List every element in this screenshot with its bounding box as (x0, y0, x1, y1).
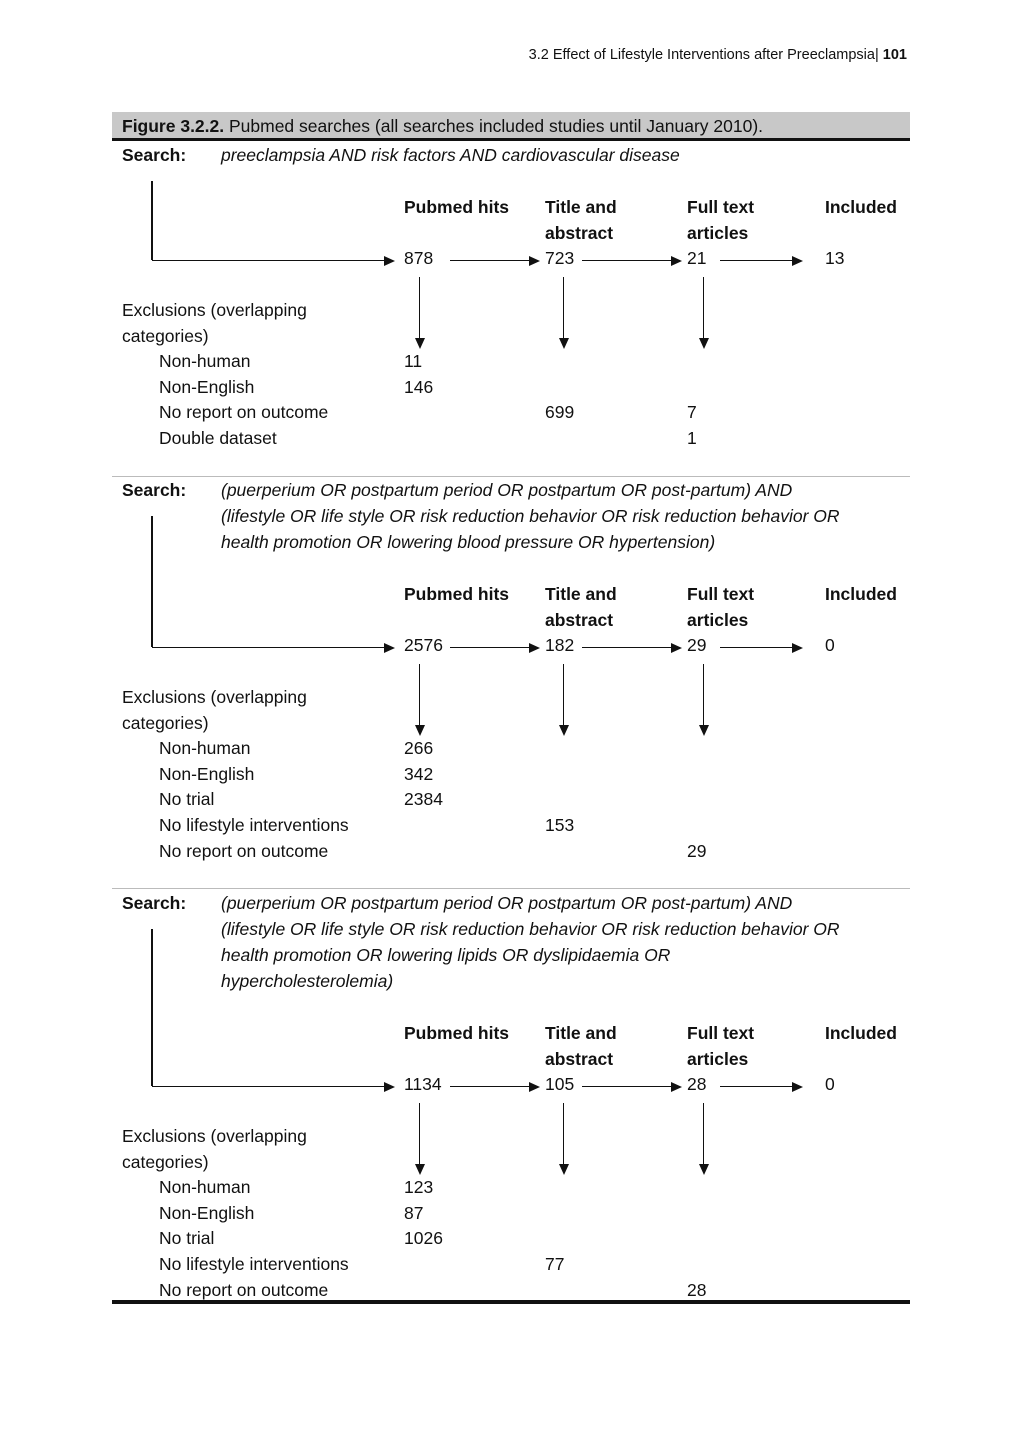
exclusion-count: 11 (404, 351, 423, 371)
search-query-line: hypercholesterolemia) (221, 971, 394, 991)
column-header: articles (687, 223, 749, 243)
count-value: 1134 (404, 1074, 442, 1094)
arrow-head-down-icon (699, 1164, 709, 1175)
search-query-line: (lifestyle OR life style OR risk reduction behavior OR risk reduction behavior OR (221, 506, 840, 526)
exclusion-reason: Double dataset (159, 428, 277, 449)
exclusions-label: categories) (122, 326, 209, 346)
count-value: 13 (825, 248, 845, 268)
arrow-line (720, 647, 793, 648)
exclusion-reason: No report on outcome (159, 1279, 329, 1300)
exclusion-count: 699 (545, 402, 575, 423)
exclusions-label: categories) (122, 1152, 209, 1172)
exclusion-count: 123 (404, 1177, 434, 1197)
exclusion-count: 153 (545, 815, 575, 836)
figure-caption (122, 115, 763, 137)
arrow-line-down (563, 277, 564, 339)
arrow-head-right-icon (671, 1082, 682, 1092)
exclusion-reason: No trial (159, 789, 215, 810)
search-label: Search: (122, 145, 187, 165)
search-label: Search: (122, 893, 187, 913)
column-header: Included (825, 1023, 897, 1043)
count-value: 182 (545, 635, 575, 655)
arrow-line-down (703, 1103, 704, 1165)
exclusion-count: 266 (404, 738, 434, 758)
search-query-line: (puerperium OR postpartum period OR postpartum OR post-partum) AND (221, 480, 793, 500)
arrow-head-right-icon (384, 643, 395, 653)
arrow-line (450, 260, 530, 261)
section-divider (112, 476, 910, 477)
arrow-line (450, 647, 530, 648)
exclusion-reason: No report on outcome (159, 840, 329, 861)
column-header: Full text (687, 197, 755, 217)
column-header: abstract (545, 223, 614, 243)
figure-label: Figure 3.2.2. (122, 116, 225, 136)
search-query-line: preeclampsia AND risk factors AND cardiovascular disease (221, 145, 680, 165)
exclusion-count: 1 (687, 428, 697, 449)
exclusion-reason: No lifestyle interventions (159, 815, 349, 836)
separator: | (874, 47, 879, 63)
exclusion-reason: Non-English (159, 376, 255, 397)
figure-title-bar (112, 112, 910, 141)
running-header-title: 3.2 Effect of Lifestyle Interventions after Preeclampsia (528, 47, 875, 63)
section-divider (112, 888, 910, 889)
arrow-head-right-icon (529, 256, 540, 266)
column-header: articles (687, 1049, 749, 1069)
column-header: Pubmed hits (404, 1023, 510, 1043)
arrow-line-down (563, 1103, 564, 1165)
arrow-line (450, 1086, 530, 1087)
bracket-line (151, 181, 153, 260)
arrow-head-right-icon (529, 643, 540, 653)
count-value: 878 (404, 248, 434, 268)
column-header: Full text (687, 1023, 755, 1043)
arrow-head-right-icon (792, 256, 803, 266)
arrow-head-right-icon (671, 256, 682, 266)
arrow-line (152, 260, 385, 261)
arrow-line (582, 647, 672, 648)
arrow-head-down-icon (415, 1164, 425, 1175)
column-header: Title and (545, 1023, 617, 1043)
exclusion-count: 2384 (404, 789, 443, 810)
count-value: 21 (687, 248, 707, 268)
count-value: 28 (687, 1074, 707, 1094)
arrow-line-down (563, 664, 564, 726)
column-header: Included (825, 584, 897, 604)
exclusion-reason: No report on outcome (159, 402, 329, 423)
exclusion-reason: Non-human (159, 1177, 251, 1197)
exclusions-label: categories) (122, 713, 209, 733)
arrow-head-down-icon (559, 725, 569, 736)
running-header (529, 45, 907, 65)
exclusion-count: 7 (687, 402, 697, 423)
arrow-line (582, 260, 672, 261)
exclusion-reason: No trial (159, 1228, 215, 1249)
exclusions-label: Exclusions (overlapping (122, 687, 307, 707)
count-value: 29 (687, 635, 707, 655)
figure-caption-text: Pubmed searches (all searches included studies until January 2010). (224, 116, 764, 136)
exclusion-count: 28 (687, 1279, 707, 1300)
arrow-line-down (703, 664, 704, 726)
arrow-head-right-icon (671, 643, 682, 653)
arrow-head-down-icon (415, 725, 425, 736)
arrow-line (720, 1086, 793, 1087)
column-header: Pubmed hits (404, 197, 510, 217)
arrow-line-down (419, 1103, 420, 1165)
count-value: 723 (545, 248, 575, 268)
arrow-line-down (703, 277, 704, 339)
exclusion-count: 1026 (404, 1228, 443, 1249)
arrow-head-right-icon (529, 1082, 540, 1092)
count-value: 105 (545, 1074, 575, 1094)
arrow-head-right-icon (384, 1082, 395, 1092)
exclusion-count: 87 (404, 1202, 424, 1223)
column-header: Pubmed hits (404, 584, 510, 604)
column-header: abstract (545, 610, 614, 630)
arrow-head-down-icon (699, 725, 709, 736)
exclusion-reason: Non-English (159, 763, 255, 784)
arrow-line (582, 1086, 672, 1087)
exclusion-reason: Non-human (159, 351, 251, 371)
arrow-line-down (419, 277, 420, 339)
arrow-head-down-icon (699, 338, 709, 349)
arrow-line (152, 647, 385, 648)
column-header: Included (825, 197, 897, 217)
count-value: 0 (825, 635, 835, 655)
bracket-line (151, 516, 153, 647)
arrow-head-right-icon (384, 256, 395, 266)
exclusion-count: 146 (404, 376, 434, 397)
arrow-head-right-icon (792, 1082, 803, 1092)
column-header: Full text (687, 584, 755, 604)
arrow-line-down (419, 664, 420, 726)
column-header: Title and (545, 584, 617, 604)
search-query-line: (puerperium OR postpartum period OR postpartum OR post-partum) AND (221, 893, 793, 913)
count-value: 0 (825, 1074, 835, 1094)
arrow-head-right-icon (792, 643, 803, 653)
arrow-head-down-icon (559, 338, 569, 349)
exclusion-count: 77 (545, 1254, 565, 1275)
count-value: 2576 (404, 635, 443, 655)
exclusions-label: Exclusions (overlapping (122, 300, 307, 320)
search-query-line: health promotion OR lowering lipids OR dyslipidaemia OR (221, 945, 671, 965)
search-query-line: (lifestyle OR life style OR risk reduction behavior OR risk reduction behavior OR (221, 919, 840, 939)
page-number: 101 (882, 47, 907, 63)
arrow-head-down-icon (415, 338, 425, 349)
column-header: Title and (545, 197, 617, 217)
column-header: articles (687, 610, 749, 630)
column-header: abstract (545, 1049, 614, 1069)
exclusion-reason: Non-human (159, 738, 251, 758)
exclusion-reason: Non-English (159, 1202, 255, 1223)
arrow-line (720, 260, 793, 261)
search-label: Search: (122, 480, 187, 500)
arrow-head-down-icon (559, 1164, 569, 1175)
exclusion-count: 342 (404, 763, 434, 784)
exclusion-reason: No lifestyle interventions (159, 1254, 349, 1275)
search-query-line: health promotion OR lowering blood pressure OR hypertension) (221, 532, 716, 552)
bracket-line (151, 929, 153, 1086)
exclusion-count: 29 (687, 840, 707, 861)
exclusions-label: Exclusions (overlapping (122, 1126, 307, 1146)
arrow-line (152, 1086, 385, 1087)
